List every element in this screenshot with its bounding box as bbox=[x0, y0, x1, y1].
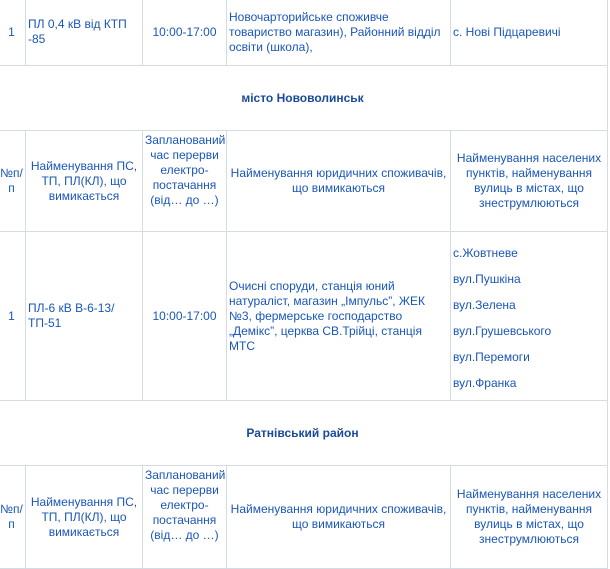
header-number: №п/п bbox=[0, 131, 26, 232]
header-line-name: Найменування ПС, ТП, ПЛ(КЛ), що вимикається bbox=[26, 131, 143, 232]
street-item: вул.Перемоги bbox=[453, 349, 530, 364]
section-title-novovolynsk: місто Нововолинськ bbox=[0, 66, 608, 131]
street-item: вул.Франка bbox=[453, 375, 517, 390]
table-header-row bbox=[0, 131, 608, 232]
section-title-ratne: Ратнівський район bbox=[0, 401, 608, 466]
consumers-list: Очисні споруди, станція юний натураліст, магазин „Імпульс”, ЖЕК №3, фермерське господарство „Демікс”, церква СВ.Трійці, станція МТС bbox=[227, 232, 451, 401]
settlements-list bbox=[451, 232, 608, 401]
header-number: №п/п bbox=[0, 466, 26, 569]
settlements-list: с. Нові Підцаревичі bbox=[451, 0, 608, 66]
table-row bbox=[0, 0, 608, 66]
section-row bbox=[0, 66, 608, 131]
power-line-name: ПЛ 0,4 кВ від КТП -85 bbox=[26, 0, 143, 66]
consumers-list: Новочарторийське споживче товариство магазин), Районний відділ освіти (школа), bbox=[227, 0, 451, 66]
header-consumers: Найменування юридичних споживачів, що вимикаються bbox=[227, 131, 451, 232]
header-outage-time: Запланований час перерви електро-постачання (від… до …) bbox=[143, 466, 227, 569]
street-item: вул.Грушевського bbox=[453, 323, 552, 338]
street-item: вул.Зелена bbox=[453, 297, 516, 312]
section-row bbox=[0, 401, 608, 466]
outage-time: 10:00-17:00 bbox=[143, 0, 227, 66]
row-number: 1 bbox=[0, 232, 26, 401]
table-header-row bbox=[0, 466, 608, 569]
header-settlements: Найменування населених пунктів, найменування вулиць в містах, що знеструмлюються bbox=[451, 466, 608, 569]
power-line-name: ПЛ-6 кВ В-6-13/ТП-51 bbox=[26, 232, 143, 401]
header-settlements: Найменування населених пунктів, найменування вулиць в містах, що знеструмлюються bbox=[451, 131, 608, 232]
header-consumers: Найменування юридичних споживачів, що вимикаються bbox=[227, 466, 451, 569]
header-outage-time: Запланований час перерви електро-постачання (від… до …) bbox=[143, 131, 227, 232]
row-number: 1 bbox=[0, 0, 26, 66]
table-row bbox=[0, 232, 608, 401]
header-line-name: Найменування ПС, ТП, ПЛ(КЛ), що вимикається bbox=[26, 466, 143, 569]
outage-time: 10:00-17:00 bbox=[143, 232, 227, 401]
street-item: с.Жовтневе bbox=[453, 245, 518, 260]
street-item: вул.Пушкіна bbox=[453, 271, 521, 286]
